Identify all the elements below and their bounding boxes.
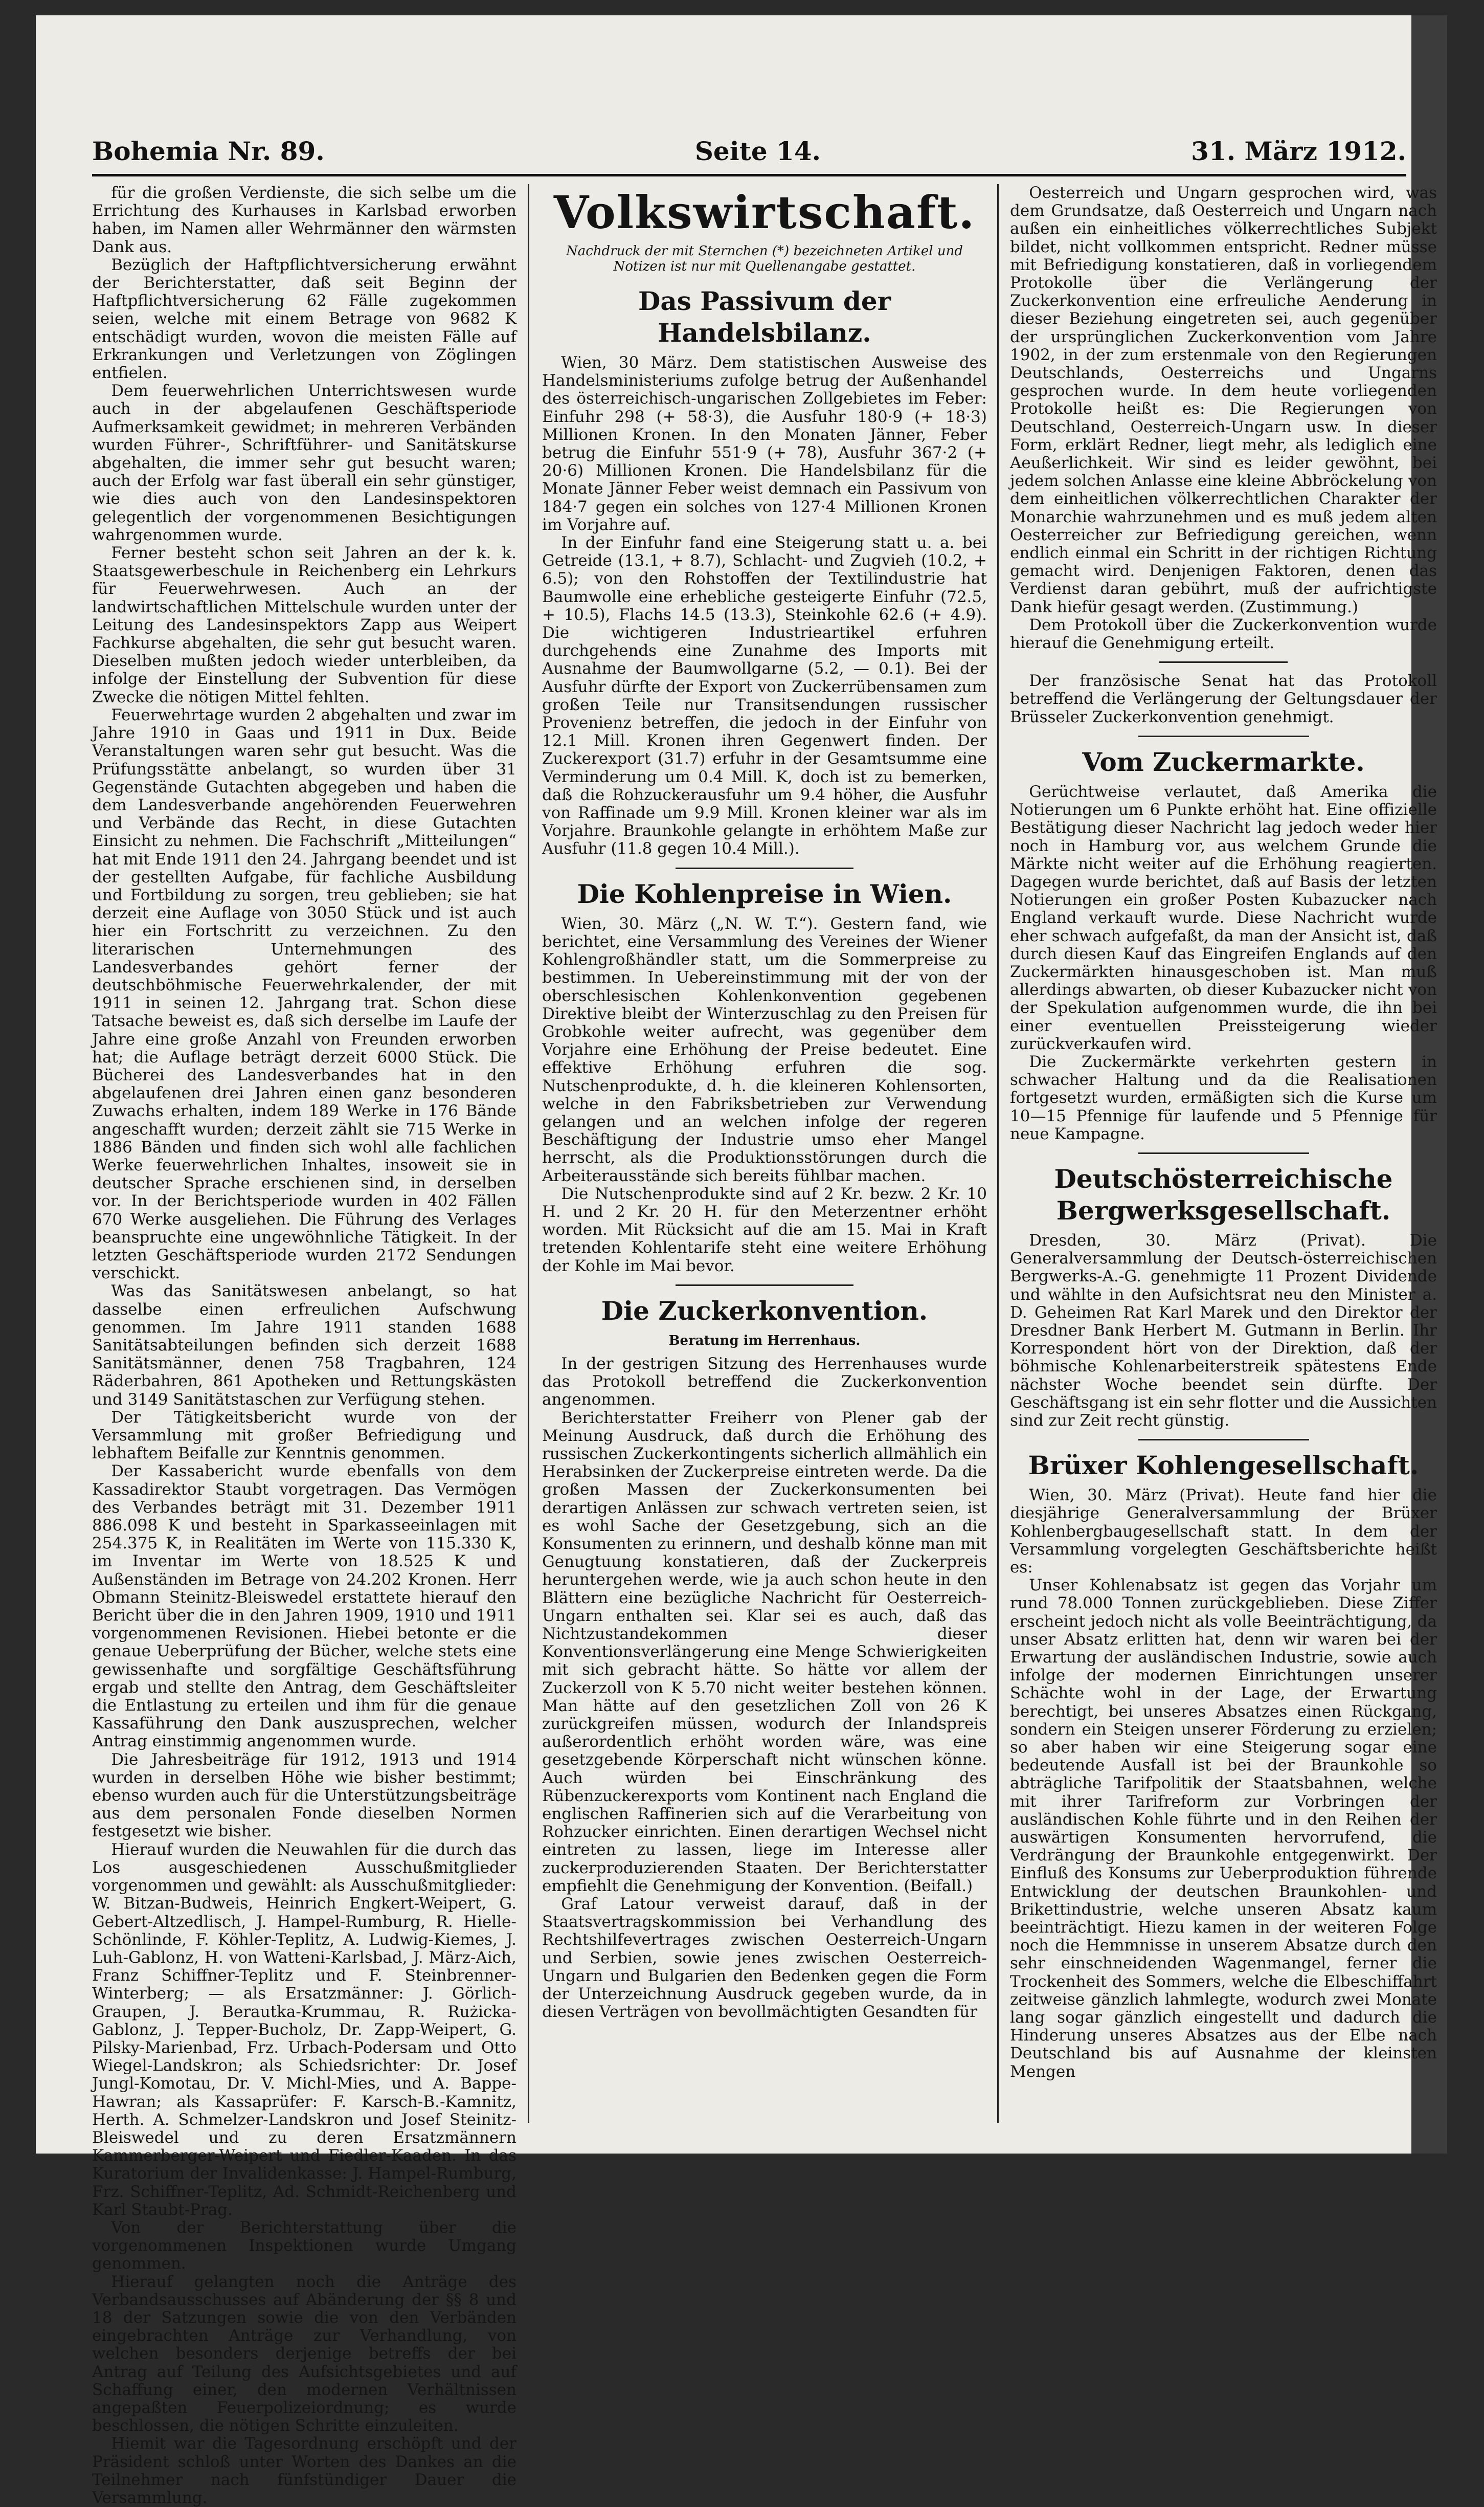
paragraph: Wien, 30 März. Dem statistischen Ausweise des Handelsministeriums zufolge betrug der Außenhandel des österreichisch-ungarischen Zollgebietes im Feber: Einfuhr 298 (+ 58·3), die Ausfuhr 180·9 (+ 18·3) Millionen Kronen. In den Monaten Jänner, Feber betrug die Einfuhr 551·9 (+ 78), Ausfuhr 367·2 (+ 20·6) Millionen Kronen. Die Handelsbilanz für die Monate Jänner Feber weist demnach ein Passivum von 184·7 gegen ein solches von 127·4 Millionen Kronen im Vorjahre auf. (542, 353, 987, 534)
paragraph: Von der Berichterstattung über die vorgenommenen Inspektionen wurde Umgang genommen. (92, 2218, 516, 2273)
paragraph: Berichterstatter Freiherr von Plener gab der Meinung Ausdruck, daß durch die Erhöhung des russischen Zuckerkontingents sicherlich allmählich ein Herabsinken der Zuckerpreise eintreten werde. Da die großen Massen der Zuckerkonsumenten bei derartigen Anlässen zur schwach vertreten seien, ist es wohl Sache der Gesetzgebung, sich an die Konsumenten zu erinnern, und deshalb könne man mit Genugtuung konstatieren, daß der Zuckerpreis heruntergehen werde, wie ja auch schon heute in den Blättern eine bezügliche Nachricht für Oesterreich-Ungarn enthalten sei. Klar sei es auch, daß das Nichtzustandekommen dieser Konventionsverlängerung eine Menge Schwierigkeiten mit sich gebracht hätte. So hätte vor allem der Zuckerzoll von K 5.70 nicht weiter bestehen können. Man hätte auf den gesetzlichen Zoll von 26 K zurückgreifen müssen, wodurch der Inlandspreis außerordentlich erhöht worden wäre, was eine gesetzgebende Körperschaft nicht wünschen könne. Auch würden bei Einschränkung des Rübenzuckerexports vom Kontinent nach England die englischen Raffinerien sich auf die Verarbeitung von Rohzucker einrichten. Einen derartigen Wechsel nicht eintreten zu lassen, liege im Interesse aller zuckerproduzierenden Staaten. Der Berichterstatter empfiehlt die Genehmigung der Konvention. (Beifall.) (542, 1408, 987, 1895)
paragraph: Bezüglich der Haftpflichtversicherung erwähnt der Berichterstatter, daß seit Beginn der Haftpflichtversicherung 62 Fälle zugekommen seien, welche mit einem Betrage von 9682 K entschädigt wurden, wovon die meisten Fälle auf Erkrankungen und Verletzungen von Zöglingen entfielen. (92, 255, 516, 383)
paragraph: Hierauf gelangten noch die Anträge des Verbandsausschusses auf Abänderung der §§ 8 und 18 der Satzungen sowie die von den Verbänden eingebrachten Anträge zur Verhandlung, von welchen besonders derjenige betreffs der bei Antrag auf Teilung des Aufsichtsgebietes und auf Schaffung einer, den modernen Verhältnissen angepaßten Feuerpolizeiordnung; es wurde beschlossen, die nötigen Schritte einzuleiten. (92, 2272, 516, 2435)
article-title: Die Kohlenpreise in Wien. (577, 878, 952, 909)
paragraph: Dresden, 30. März (Privat). Die Generalversammlung der Deutsch-österreichischen Bergwerks-A.-G. genehmigte 11 Prozent Dividende und wählte in den Aufsichtsrat neu den Minister a. D. Geheimen Rat Karl Marek und den Direktor der Dresdner Bank Herbert M. Gutmann in Berlin. Ihr Korrespondent hört von der Direktion, daß der böhmische Kohlenarbeiterstreik spätestens Ende nächster Woche beendet sein dürfte. Der Geschäftsgang ist ein sehr flotter und die Aussichten sind zur Zeit recht günstig. (1010, 1231, 1437, 1430)
column-rule (997, 184, 999, 2123)
paragraph: In der Einfuhr fand eine Steigerung statt u. a. bei Getreide (13.1, + 8.7), Schlacht- und Zugvieh (10.2, + 6.5); von den Rohstoffen der Textilindustrie hat Baumwolle eine erhebliche gesteigerte Einfuhr (72.5, + 10.5), Flachs 14.5 (13.3), Steinkohle 62.6 (+ 4.9). Die wichtigeren Industrieartikel erfuhren durchgehends eine Zunahme des Imports mit Ausnahme der Baumwollgarne (5.2, — 0.1). Bei der Ausfuhr dürfte der Export von Zuckerrübensamen zum großen Teile nur Transitsendungen russischer Provenienz betreffen, die jedoch in der Einfuhr von 12.1 Mill. Kronen ihren Gegenwert finden. Der Zuckerexport (31.7) erfuhr in der Gesamtsumme eine Verminderung um 0.4 Mill. K, doch ist zu bemerken, daß die Rohzuckerausfuhr um 9.4 höher, die Ausfuhr von Raffinade um 9.9 Mill. Kronen kleiner war als im Vorjahre. Braunkohle gelangte in erhöhtem Maße zur Ausfuhr (11.8 gegen 10.4 Mill.). (542, 534, 987, 858)
reprint-notice: Nachdruck der mit Sternchen (*) bezeichneten Artikel und Notizen ist nur mit Quellenangabe gestattet. (566, 243, 963, 274)
issue-number: Bohemia Nr. 89. (92, 136, 325, 166)
column-right (1010, 184, 1437, 2123)
article-title: Die Zuckerkonvention. (601, 1295, 928, 1326)
paragraph: Dem feuerwehrlichen Unterrichtswesen wurde auch in der abgelaufenen Geschäftsperiode Aufmerksamkeit gewidmet; in mehreren Verbänden wurden Führer-, Schriftführer- und Sanitätskurse abgehalten, die immer sehr gut besucht waren; auch der Erfolg war fast überall ein sehr günstiger, wie dies auch von den Landesinspektoren gelegentlich der vorgenommenen Besichtigungen wahrgenommen wurde. (92, 382, 516, 544)
article-title: Deutschösterreichische Bergwerksgesellschaft. (1054, 1163, 1393, 1226)
paragraph: Graf Latour verweist darauf, daß in der Staatsvertragskommission bei Verhandlung des Rechtshilfevertrages zwischen Oesterreich-Ungarn und Serbien, sowie jenes zwischen Oesterreich-Ungarn und Bulgarien den Bedenken gegen die Form der Unterzeichnung Ausdruck gegeben wurde, da in diesen Verträgen von bevollmächtigten Gesandten für (542, 1895, 987, 2022)
paragraph: Die Jahresbeiträge für 1912, 1913 und 1914 wurden in derselben Höhe wie bisher bestimmt; ebenso wurden auch für die Unterstützungsbeiträge aus dem personalen Fonde dieselben Normen festgesetzt wie bisher. (92, 1750, 516, 1841)
issue-date: 31. März 1912. (1191, 136, 1406, 166)
paragraph: Hiemit war die Tagesordnung erschöpft und der Präsident schloß unter Worten des Dankes an die Teilnehmer nach fünfstündiger Dauer die Versammlung. (92, 2434, 516, 2507)
paragraph: Hierauf wurden die Neuwahlen für die durch das Los ausgeschiedenen Ausschußmitglieder vorgenommen und gewählt: als Ausschußmitglieder: W. Bitzan-Budweis, Heinrich Engkert-Weipert, G. Gebert-Altzedlisch, J. Hampel-Rumburg, R. Hielle-Schönlinde, F. Köhler-Teplitz, A. Ludwig-Kiemes, J. Luh-Gablonz, H. von Watteni-Karlsbad, J. März-Aich, Franz Schiffner-Teplitz und F. Steinbrenner-Winterberg; — als Ersatzmänner: J. Görlich-Graupen, J. Berautka-Krummau, R. Rużicka-Gablonz, J. Tepper-Bucholz, Dr. Zapp-Weipert, G. Pilsky-Marienbad, Frz. Urbach-Podersam und Otto Wiegel-Landskron; als Schiedsrichter: Dr. Josef Jungl-Komotau, Dr. V. Michl-Mies, und A. Bappe-Hawran; als Kassaprüfer: F. Karsch-B.-Kamnitz, Herth. A. Schmelzer-Landskron und Josef Steinitz-Bleiswedel und zu deren Ersatzmännern Kammerberger-Weipert und Fiedler-Kaaden. In das Kuratorium der Invalidenkasse: J. Hampel-Rumburg, Frz. Schiffner-Teplitz, Ad. Schmidt-Reichenberg und Karl Staubt-Prag. (92, 1840, 516, 2219)
paragraph: Der Tätigkeitsbericht wurde von der Versammlung mit großer Befriedigung und lebhaftem Beifalle zur Kenntnis genommen. (92, 1408, 516, 1463)
paragraph: Die Zuckermärkte verkehrten gestern in schwacher Haltung und da die Realisationen fortgesetzt wurden, ermäßigten sich die Kurse um 10—15 Pfennige für laufende und 5 Pfennige für neue Kampagne. (1010, 1052, 1437, 1143)
article-title: Brüxer Kohlengesellschaft. (1028, 1450, 1419, 1481)
column-left (92, 184, 516, 2507)
paragraph: Die Nutschenprodukte sind auf 2 Kr. bezw. 2 Kr. 10 H. und 2 Kr. 20 H. für den Meterzentner erhöht worden. Mit Rücksicht auf die am 15. Mai in Kraft tretenden Kohlentarife steht eine weitere Erhöhung der Kohle im Mai bevor. (542, 1184, 987, 1275)
section-title: Volkswirtschaft. (553, 186, 976, 239)
article-subtitle: Beratung im Herrenhaus. (668, 1333, 861, 1348)
article-separator (676, 1284, 853, 1286)
paragraph: Oesterreich und Ungarn gesprochen wird, was dem Grundsatze, daß Oesterreich und Ungarn nach außen ein einheitliches völkerrechtliches Subjekt bildet, nicht vollkommen entspricht. Redner müsse mit Befriedigung konstatieren, daß in vorliegendem Protokolle über die Verlängerung der Zuckerkonvention eine erfreuliche Aenderung in dieser Beziehung eingetreten sei, auch gegenüber der ursprünglichen Zuckerkonvention vom Jahre 1902, in der zum erstenmale von den Regierungen Deutschlands, Oesterreichs und Ungarns gesprochen wurde. In dem heute vorliegenden Protokolle heißt es: Die Regierungen von Deutschland, Oesterreich-Ungarn usw. In dieser Form, erklärt Redner, liegt mehr, als lediglich eine Aeußerlichkeit. Wir sind es leider gewöhnt, bei jedem solchen Anlasse eine kleine Abbröckelung von dem einheitlichen völkerrechtlichen Charakter der Monarchie wahrzunehmen und es muß jedem alten Oesterreicher zur Befriedigung gereichen, wenn endlich einmal ein Schritt in der richtigen Richtung gemacht wird. Denjenigen Faktoren, denen das Verdienst daran gebührt, muß der aufrichtigste Dank hiefür gesagt werden. (Zustimmung.) (1010, 184, 1437, 616)
column-middle (542, 184, 987, 2123)
paragraph: Wien, 30. März (Privat). Heute fand hier die diesjährige Generalversammlung der Brüxer Kohlenbergbaugesellschaft statt. In dem der Versammlung vorgelegten Geschäftsberichte heißt es: (1010, 1486, 1437, 1577)
paragraph: Der französische Senat hat das Protokoll betreffend die Verlängerung der Geltungsdauer der Brüsseler Zuckerkonvention genehmigt. (1010, 672, 1437, 726)
article-separator (676, 868, 853, 869)
article-separator (1138, 736, 1309, 737)
page-header (92, 128, 1406, 176)
paragraph: Unser Kohlenabsatz ist gegen das Vorjahr um rund 78.000 Tonnen zurückgeblieben. Diese Ziffer erscheint jedoch nicht als volle Beeinträchtigung, da unser Absatz erlitten hat, denn wir waren bei der Erwartung der ausländischen Industrie, sowie auch infolge der modernen Einrichtungen unserer Schächte wohl in der Lage, der Erwartung berechtigt, bei unseres Absatzes einen Rückgang, sondern ein Steigen unserer Förderung zu erzielen; so aber haben wir eine Steigerung sogar eine bedeutende Ausfall ist bei der Braunkohle so abträgliche Tarifpolitik der Staatsbahnen, welche mit ihrer Tarifreform zur Vorbringen der ausländischen Kohle führte und in den Reihen der auswärtigen Konsumenten hervorrufend, die Verdrängung der Braunkohle entgegenwirkt. Der Einfluß des Konsums zur Ueberproduktion führende Entwicklung der deutschen Braunkohlen- und Brikettindustrie, welche unseren Absatz kaum beeinträchtigt. Hiezu kamen in der weiteren Folge noch die Hemmnisse in unserem Absatze durch den sehr einschneidenden Wagenmangel, ferner die Trockenheit des Sommers, welche die Elbeschiffahrt zeitweise gänzlich lahmlegte, wodurch zwei Monate lang sogar gänzlich eingestellt und dadurch die Hinderung unseres Absatzes aus der Elbe nach Deutschland bis auf Ausnahme der kleinsten Mengen (1010, 1576, 1437, 2081)
paragraph: In der gestrigen Sitzung des Herrenhauses wurde das Protokoll betreffend die Zuckerkonvention angenommen. (542, 1354, 987, 1409)
article-title: Das Passivum der Handelsbilanz. (638, 286, 891, 348)
paragraph: Gerüchtweise verlautet, daß Amerika die Notierungen um 6 Punkte erhöht hat. Eine offizielle Bestätigung dieser Nachricht lag jedoch weder hier noch in Hamburg vor, aus welchem Grunde die Märkte nicht weiter auf die Erhöhung reagierten. Dagegen wurde berichtet, daß auf Basis der letzten Notierungen ein großer Posten Kubazucker nach England verkauft wurde. Diese Nachricht wurde eher schwach aufgefaßt, da man der Ansicht ist, daß durch diesen Kauf das Eingreifen Englands auf den Zuckermärkten hinausgeschoben ist. Man muß allerdings abwarten, ob dieser Kubazucker nicht von der Spekulation aufgenommen wurde, die ihn bei einer eventuellen Preissteigerung wieder zurückverkaufen wird. (1010, 782, 1437, 1053)
paragraph: Der Kassabericht wurde ebenfalls von dem Kassadirektor Staubt vorgetragen. Das Vermögen des Verbandes beträgt mit 31. Dezember 1911 886.098 K und besteht in Sparkasseeinlagen mit 254.375 K, in Realitäten im Werte von 115.330 K, im Inventar im Werte von 18.525 K und Außenständen im Betrage von 24.202 Kronen. Herr Obmann Steinitz-Bleiswedel erstattete hierauf den Bericht über die in den Jahren 1909, 1910 und 1911 vorgenommenen Revisionen. Hiebei betonte er die genaue Ueberprüfung der Bücher, welche stets eine gewissenhafte und sorgfältige Geschäftsführung ergab und stellte den Antrag, dem Geschäftsleiter die Entlastung zu erteilen und ihm für die genaue Kassaführung den Dank auszusprechen, welcher Antrag einstimmig angenommen wurde. (92, 1462, 516, 1751)
paragraph: für die großen Verdienste, die sich selbe um die Errichtung des Kurhauses in Karlsbad erworben haben, im Namen aller Wehrmänner den wärmsten Dank aus. (92, 184, 516, 256)
paragraph: Feuerwehrtage wurden 2 abgehalten und zwar im Jahre 1910 in Gaas und 1911 in Dux. Beide Veranstaltungen waren sehr gut besucht. Was die Prüfungsstätte anbelangt, so wurden über 31 Gegenstände Gutachten abgegeben und haben die dem Landesverbande angehörenden Feuerwehren und Verbände das Recht, in diese Gutachten Einsicht zu nehmen. Die Fachschrift „Mitteilungen“ hat mit Ende 1911 den 24. Jahrgang beendet und ist der gestellten Aufgabe, für fachliche Ausbildung und Fortbildung zu sorgen, treu geblieben; sie hat derzeit eine Auflage von 3050 Stück und ist auch hier ein Fortschritt zu verzeichnen. Zu den literarischen Unternehmungen des Landesverbandes gehört ferner der deutschböhmische Feuerwehrkalender, der mit 1911 in seinen 12. Jahrgang trat. Schon diese Tatsache beweist es, daß sich derselbe im Laufe der Jahre eine große Anzahl von Freunden erworben hat; die Auflage beträgt derzeit 6000 Stück. Die Bücherei des Landesverbandes hat in den abgelaufenen drei Jahren einen ganz besonderen Zuwachs erhalten, indem 189 Werke in 176 Bände angeschafft wurden; derzeit zählt sie 715 Werke in 1886 Bänden und finden sich wohl alle fachlichen Werke feuerwehrlichen Inhaltes, insoweit sie in deutscher Sprache erschienen sind, in derselben vor. In der Berichtsperiode wurden in 402 Fällen 670 Werke ausgeliehen. Die Führung des Verlages beanspruchte eine ungewöhnliche Tätigkeit. In der letzten Geschäftsperiode wurden 2172 Sendungen verschickt. (92, 705, 516, 1283)
page-number: Seite 14. (694, 136, 821, 166)
article-title: Vom Zuckermarkte. (1082, 746, 1365, 777)
column-rule (528, 184, 529, 2123)
newspaper-page (36, 15, 1447, 2507)
article-separator (1138, 1439, 1309, 1440)
article-separator (1138, 1152, 1309, 1154)
paragraph: Wien, 30. März („N. W. T.“). Gestern fand, wie berichtet, eine Versammlung des Vereines der Wiener Kohlengroßhändler statt, um die Sommerpreise zu bestimmen. In Uebereinstimmung mit der von der oberschlesischen Kohlenkonvention gegebenen Direktive bleibt der Winterzuschlag zu den Preisen für Grobkohle weiter aufrecht, was gegenüber dem Vorjahre eine Erhöhung der Preise bedeutet. Eine effektive Erhöhung erfuhren die sog. Nutschenprodukte, d. h. die kleineren Kohlensorten, welche in den Fabriksbetrieben zur Verwendung gelangen und an welchen infolge der regeren Beschäftigung der Industrie umso eher Mangel herrscht, als die Produktionsstörungen durch die Arbeiterausstände sich bereits fühlbar machen. (542, 914, 987, 1185)
article-separator (1159, 661, 1288, 663)
paragraph: Ferner besteht schon seit Jahren an der k. k. Staatsgewerbeschule in Reichenberg ein Lehrkurs für Feuerwehrwesen. Auch an der landwirtschaftlichen Mittelschule wurden unter der Leitung des Landesinspektors Zapp aus Weipert Fachkurse abgehalten, die sehr gut besucht waren. Dieselben mußten jedoch wieder unterbleiben, da infolge der Einstellung der Subvention für diese Zwecke die nötigen Mittel fehlten. (92, 544, 516, 706)
paragraph: Dem Protokoll über die Zuckerkonvention wurde hierauf die Genehmigung erteilt. (1010, 615, 1437, 653)
paragraph: Was das Sanitätswesen anbelangt, so hat dasselbe einen erfreulichen Aufschwung genommen. Im Jahre 1911 standen 1688 Sanitätsabteilungen befinden sich derzeit 1688 Sanitätsmänner, denen 758 Tragbahren, 124 Räderbahren, 861 Apotheken und Rettungskästen und 3149 Sanitätstaschen zur Verfügung stehen. (92, 1282, 516, 1409)
